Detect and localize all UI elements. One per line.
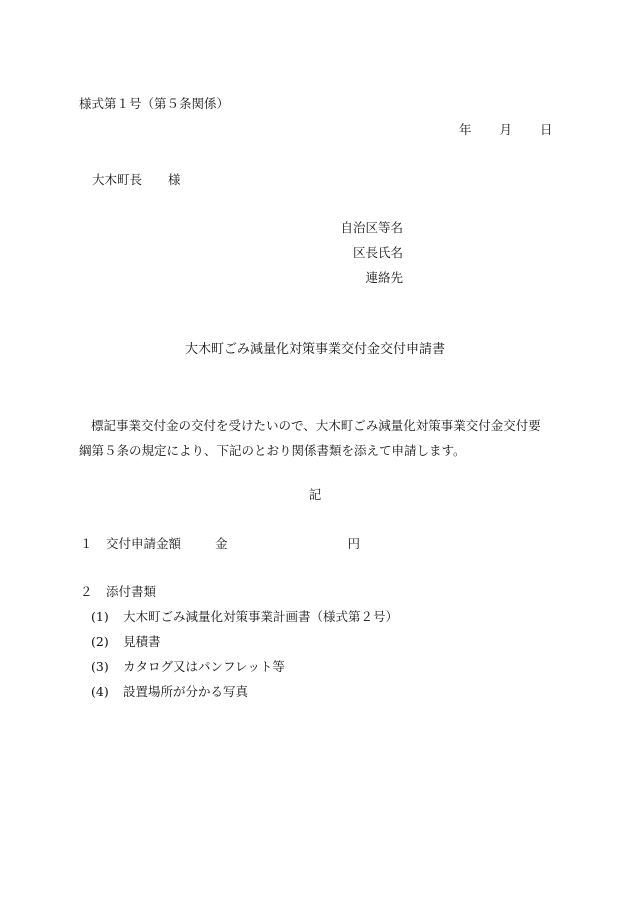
list-item-text: 設置場所が分かる写真	[123, 684, 249, 699]
date-line	[459, 124, 553, 137]
form-number: 様式第１号（第５条関係）	[79, 96, 230, 111]
year-label: 年	[459, 122, 472, 137]
list-item-index: (4)	[91, 684, 109, 699]
item1-number: １	[80, 536, 93, 551]
document-title: 大木町ごみ減量化対策事業交付金交付申請書	[184, 342, 445, 357]
item1-label: 交付申請金額	[106, 536, 182, 551]
list-item-text: 見積書	[123, 634, 161, 649]
list-item-index: (3)	[91, 659, 109, 674]
month-label: 月	[499, 122, 513, 137]
chief-name-label: 区長氏名	[352, 245, 403, 260]
day-label: 日	[540, 122, 553, 137]
list-item-text: 大木町ごみ減量化対策事業計画書（様式第２号）	[123, 609, 399, 624]
list-item	[91, 611, 398, 636]
item2-number: ２	[80, 584, 93, 599]
list-item	[91, 636, 398, 661]
district-label: 自治区等名	[340, 220, 403, 235]
body-text: 標記事業交付金の交付を受けたいので、大木町ごみ減量化対策事業交付金交付要綱第５条の規定により、下記のとおり関係書類を添えて申請します。	[79, 418, 541, 458]
list-item-text: カタログ又はパンフレット等	[123, 659, 285, 674]
item-application-amount	[80, 538, 360, 551]
ki-heading: 記	[308, 487, 322, 502]
addressee	[92, 174, 181, 187]
list-item	[91, 686, 398, 711]
kin-label: 金	[215, 536, 228, 551]
contact-label: 連絡先	[365, 270, 403, 285]
en-label: 円	[347, 536, 361, 551]
item-attachments-heading	[80, 586, 156, 599]
applicant-block	[340, 222, 403, 297]
list-item-index: (1)	[91, 609, 109, 624]
list-item	[91, 661, 398, 686]
item2-label: 添付書類	[106, 584, 157, 599]
addressee-honorific: 様	[168, 172, 181, 187]
list-item-index: (2)	[91, 634, 109, 649]
attachments-list	[91, 611, 398, 711]
addressee-name: 大木町長	[92, 172, 143, 187]
